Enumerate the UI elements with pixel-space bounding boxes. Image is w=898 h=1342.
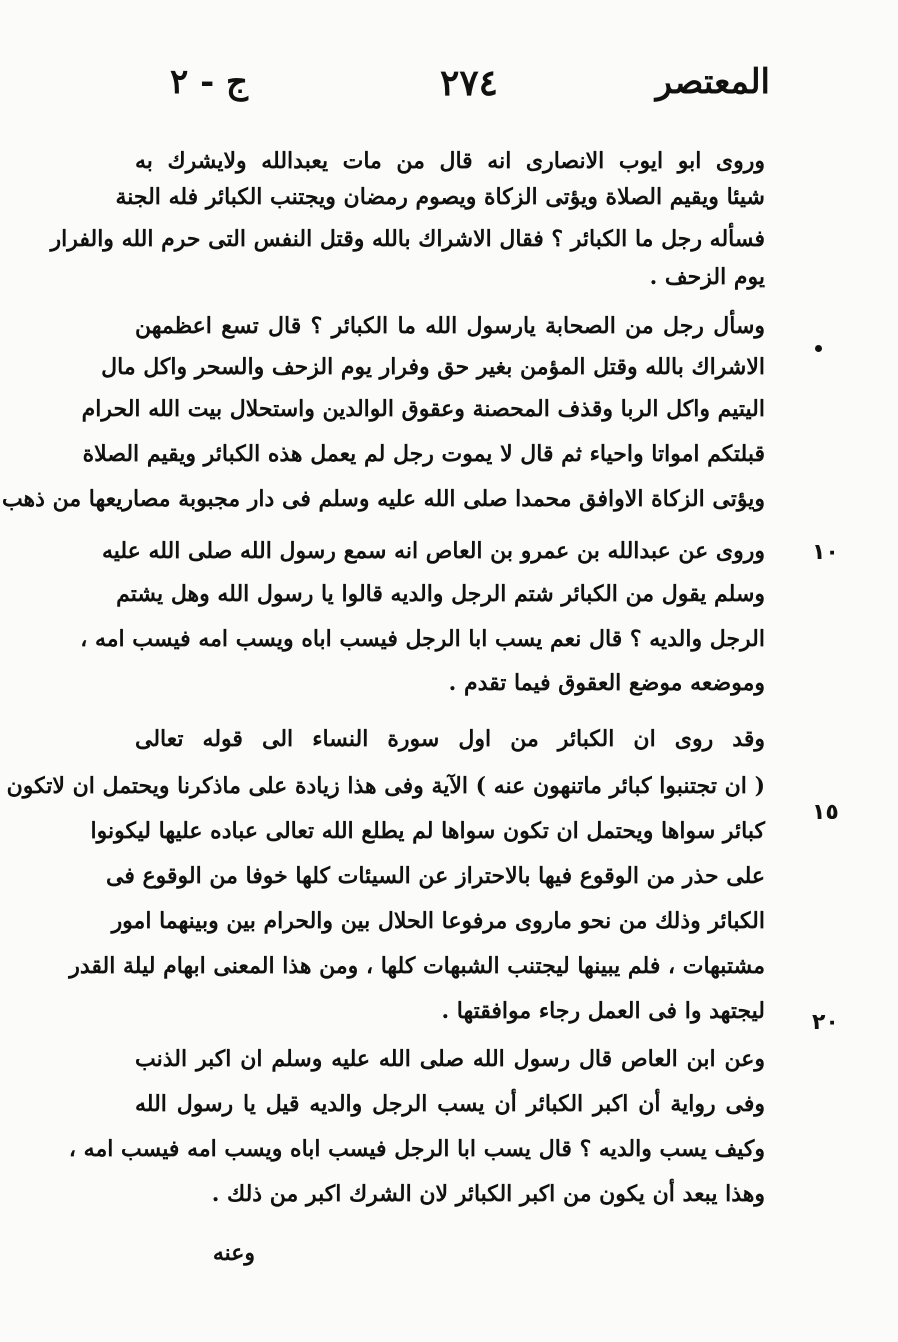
- text-line: وروى عن عبدالله بن عمرو بن العاص انه سمع رسول الله صلى الله عليه: [101, 538, 765, 564]
- text-line: مشتبهات ، فلم يبينها ليجتنب الشبهات كلها ، ومن هذا المعنى ابهام ليلة القدر: [69, 953, 765, 979]
- text-line: على حذر من الوقوع فيها بالاحتراز عن السيئات كلها خوفا من الوقوع فى: [105, 863, 765, 889]
- margin-dot: [815, 345, 822, 352]
- text-line: ليجتهد وا فى العمل رجاء موافقتها .: [441, 998, 765, 1024]
- text-line: وسلم يقول من الكبائر شتم الرجل والديه قالوا يا رسول الله وهل يشتم: [116, 581, 765, 607]
- volume-label: ج - ٢: [170, 62, 248, 102]
- text-line: وقد روى ان الكبائر من اول سورة النساء الى قوله تعالى: [135, 726, 765, 752]
- text-line: اليتيم واكل الربا وقذف المحصنة وعقوق الوالدين واستحلال بيت الله الحرام: [81, 396, 765, 422]
- page-header: [150, 62, 770, 122]
- text-line: قبلتكم امواتا واحياء ثم قال لا يموت رجل لم يعمل هذه الكبائر ويقيم الصلاة: [82, 441, 765, 467]
- text-line: وهذا يبعد أن يكون من اكبر الكبائر لان الشرك اكبر من ذلك .: [211, 1181, 765, 1207]
- text-line: وروى ابو ايوب الانصارى انه قال من مات يعبدالله ولايشرك به: [135, 148, 765, 174]
- text-line: الكبائر وذلك من نحو ماروى مرفوعا الحلال بين والحرام بين وبينهما امور: [111, 908, 765, 934]
- text-line: الاشراك بالله وقتل المؤمن بغير حق وفرار يوم الزحف والسحر واكل مال: [101, 354, 765, 380]
- margin-line-number: ١٠: [812, 540, 839, 565]
- text-line: وكيف يسب والديه ؟ قال يسب ابا الرجل فيسب اباه ويسب امه فيسب امه ،: [68, 1136, 765, 1162]
- margin-line-number: ١٥: [812, 800, 839, 825]
- text-line: وموضعه موضع العقوق فيما تقدم .: [448, 670, 765, 696]
- text-line: فسأله رجل ما الكبائر ؟ فقال الاشراك بالله وقتل النفس التى حرم الله والفرار: [50, 226, 765, 252]
- text-line: وفى رواية أن اكبر الكبائر أن يسب الرجل والديه قيل يا رسول الله: [135, 1091, 765, 1117]
- text-line: شيئا ويقيم الصلاة ويؤتى الزكاة ويصوم رمضان ويجتنب الكبائر فله الجنة: [115, 184, 765, 210]
- text-line: ويؤتى الزكاة الاوافق محمدا صلى الله عليه وسلم فى دار مجبوبة مصاريعها من ذهب: [1, 486, 765, 512]
- text-line: وسأل رجل من الصحابة يارسول الله ما الكبائر ؟ قال تسع اعظمهن: [135, 313, 765, 339]
- text-line: ( ان تجتنبوا كبائر ماتنهون عنه ) الآية وفى هذا زيادة على ماذكرنا ويحتمل ان لاتكون: [6, 773, 765, 799]
- text-line: وعن ابن العاص قال رسول الله صلى الله عليه وسلم ان اكبر الذنب: [135, 1046, 765, 1072]
- margin-line-number: ٢٠: [812, 1010, 839, 1035]
- text-line: الرجل والديه ؟ قال نعم يسب ابا الرجل فيسب اباه ويسب امه فيسب امه ،: [80, 626, 765, 652]
- catchword: وعنه: [212, 1240, 255, 1266]
- text-line: كبائر سواها ويحتمل ان تكون سواها لم يطلع الله تعالى عباده عليها ليكونوا: [90, 818, 765, 844]
- text-line: يوم الزحف .: [649, 264, 765, 290]
- page-number: ٢٧٤: [440, 62, 499, 104]
- book-title: المعتصر: [655, 62, 770, 102]
